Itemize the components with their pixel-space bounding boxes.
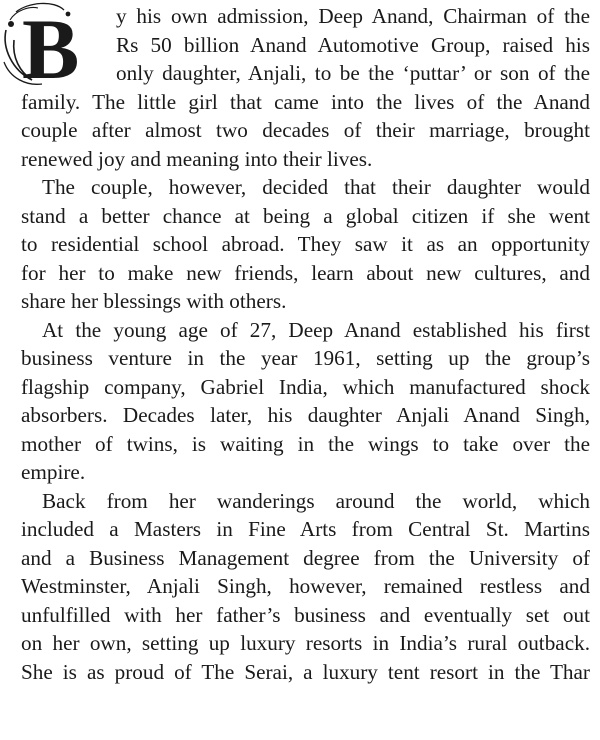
- text-line: renewed joy and meaning into their lives.: [21, 146, 373, 171]
- paragraph-3: [21, 316, 590, 487]
- drop-cap-b: [2, 0, 80, 88]
- text-line: flagship company, Gabriel India, which manufactured shock: [21, 374, 590, 399]
- paragraph-1: [21, 2, 590, 173]
- text-line: Rs 50 billion Anand Automotive Group, raised his: [116, 32, 590, 57]
- text-line: y his own admission, Deep Anand, Chairman of the: [116, 4, 590, 28]
- text-line: Back from her wanderings around the world, which: [42, 488, 590, 513]
- text-line: share her blessings with others.: [21, 289, 287, 313]
- text-line: mother of twins, is waiting in the wings to take over the: [21, 431, 590, 456]
- text-line: unfulfilled with her father’s business and eventually set out: [21, 602, 590, 627]
- text-line: to residential school abroad. They saw it as an opportunity: [21, 232, 590, 256]
- text-line: At the young age of 27, Deep Anand established his first: [42, 317, 590, 342]
- paragraph-4: [21, 487, 590, 687]
- svg-text:B: B: [22, 1, 80, 88]
- text-line: family. The little girl that came into the lives of the Anand: [21, 89, 590, 114]
- text-line: The couple, however, decided that their daughter would: [42, 175, 590, 199]
- text-line: only daughter, Anjali, to be the ‘puttar’ or son of the: [116, 61, 590, 85]
- text-line: Westminster, Anjali Singh, however, remained restless and: [21, 574, 590, 598]
- text-line: She is as proud of The Serai, a luxury tent resort in the Thar: [21, 659, 590, 684]
- text-line: couple after almost two decades of their marriage, brought: [21, 118, 590, 142]
- text-line: for her to make new friends, learn about new cultures, and: [21, 260, 590, 285]
- text-line: stand a better chance at being a global citizen if she went: [21, 203, 590, 228]
- text-line: included a Masters in Fine Arts from Central St. Martins: [21, 517, 590, 541]
- text-line: absorbers. Decades later, his daughter Anjali Anand Singh,: [21, 403, 590, 427]
- text-line: and a Business Management degree from the University of: [21, 545, 590, 570]
- paragraph-2: [21, 173, 590, 316]
- text-line: empire.: [21, 460, 86, 484]
- text-line: on her own, setting up luxury resorts in India’s rural outback.: [21, 631, 590, 655]
- text-line: business venture in the year 1961, setting up the group’s: [21, 346, 590, 370]
